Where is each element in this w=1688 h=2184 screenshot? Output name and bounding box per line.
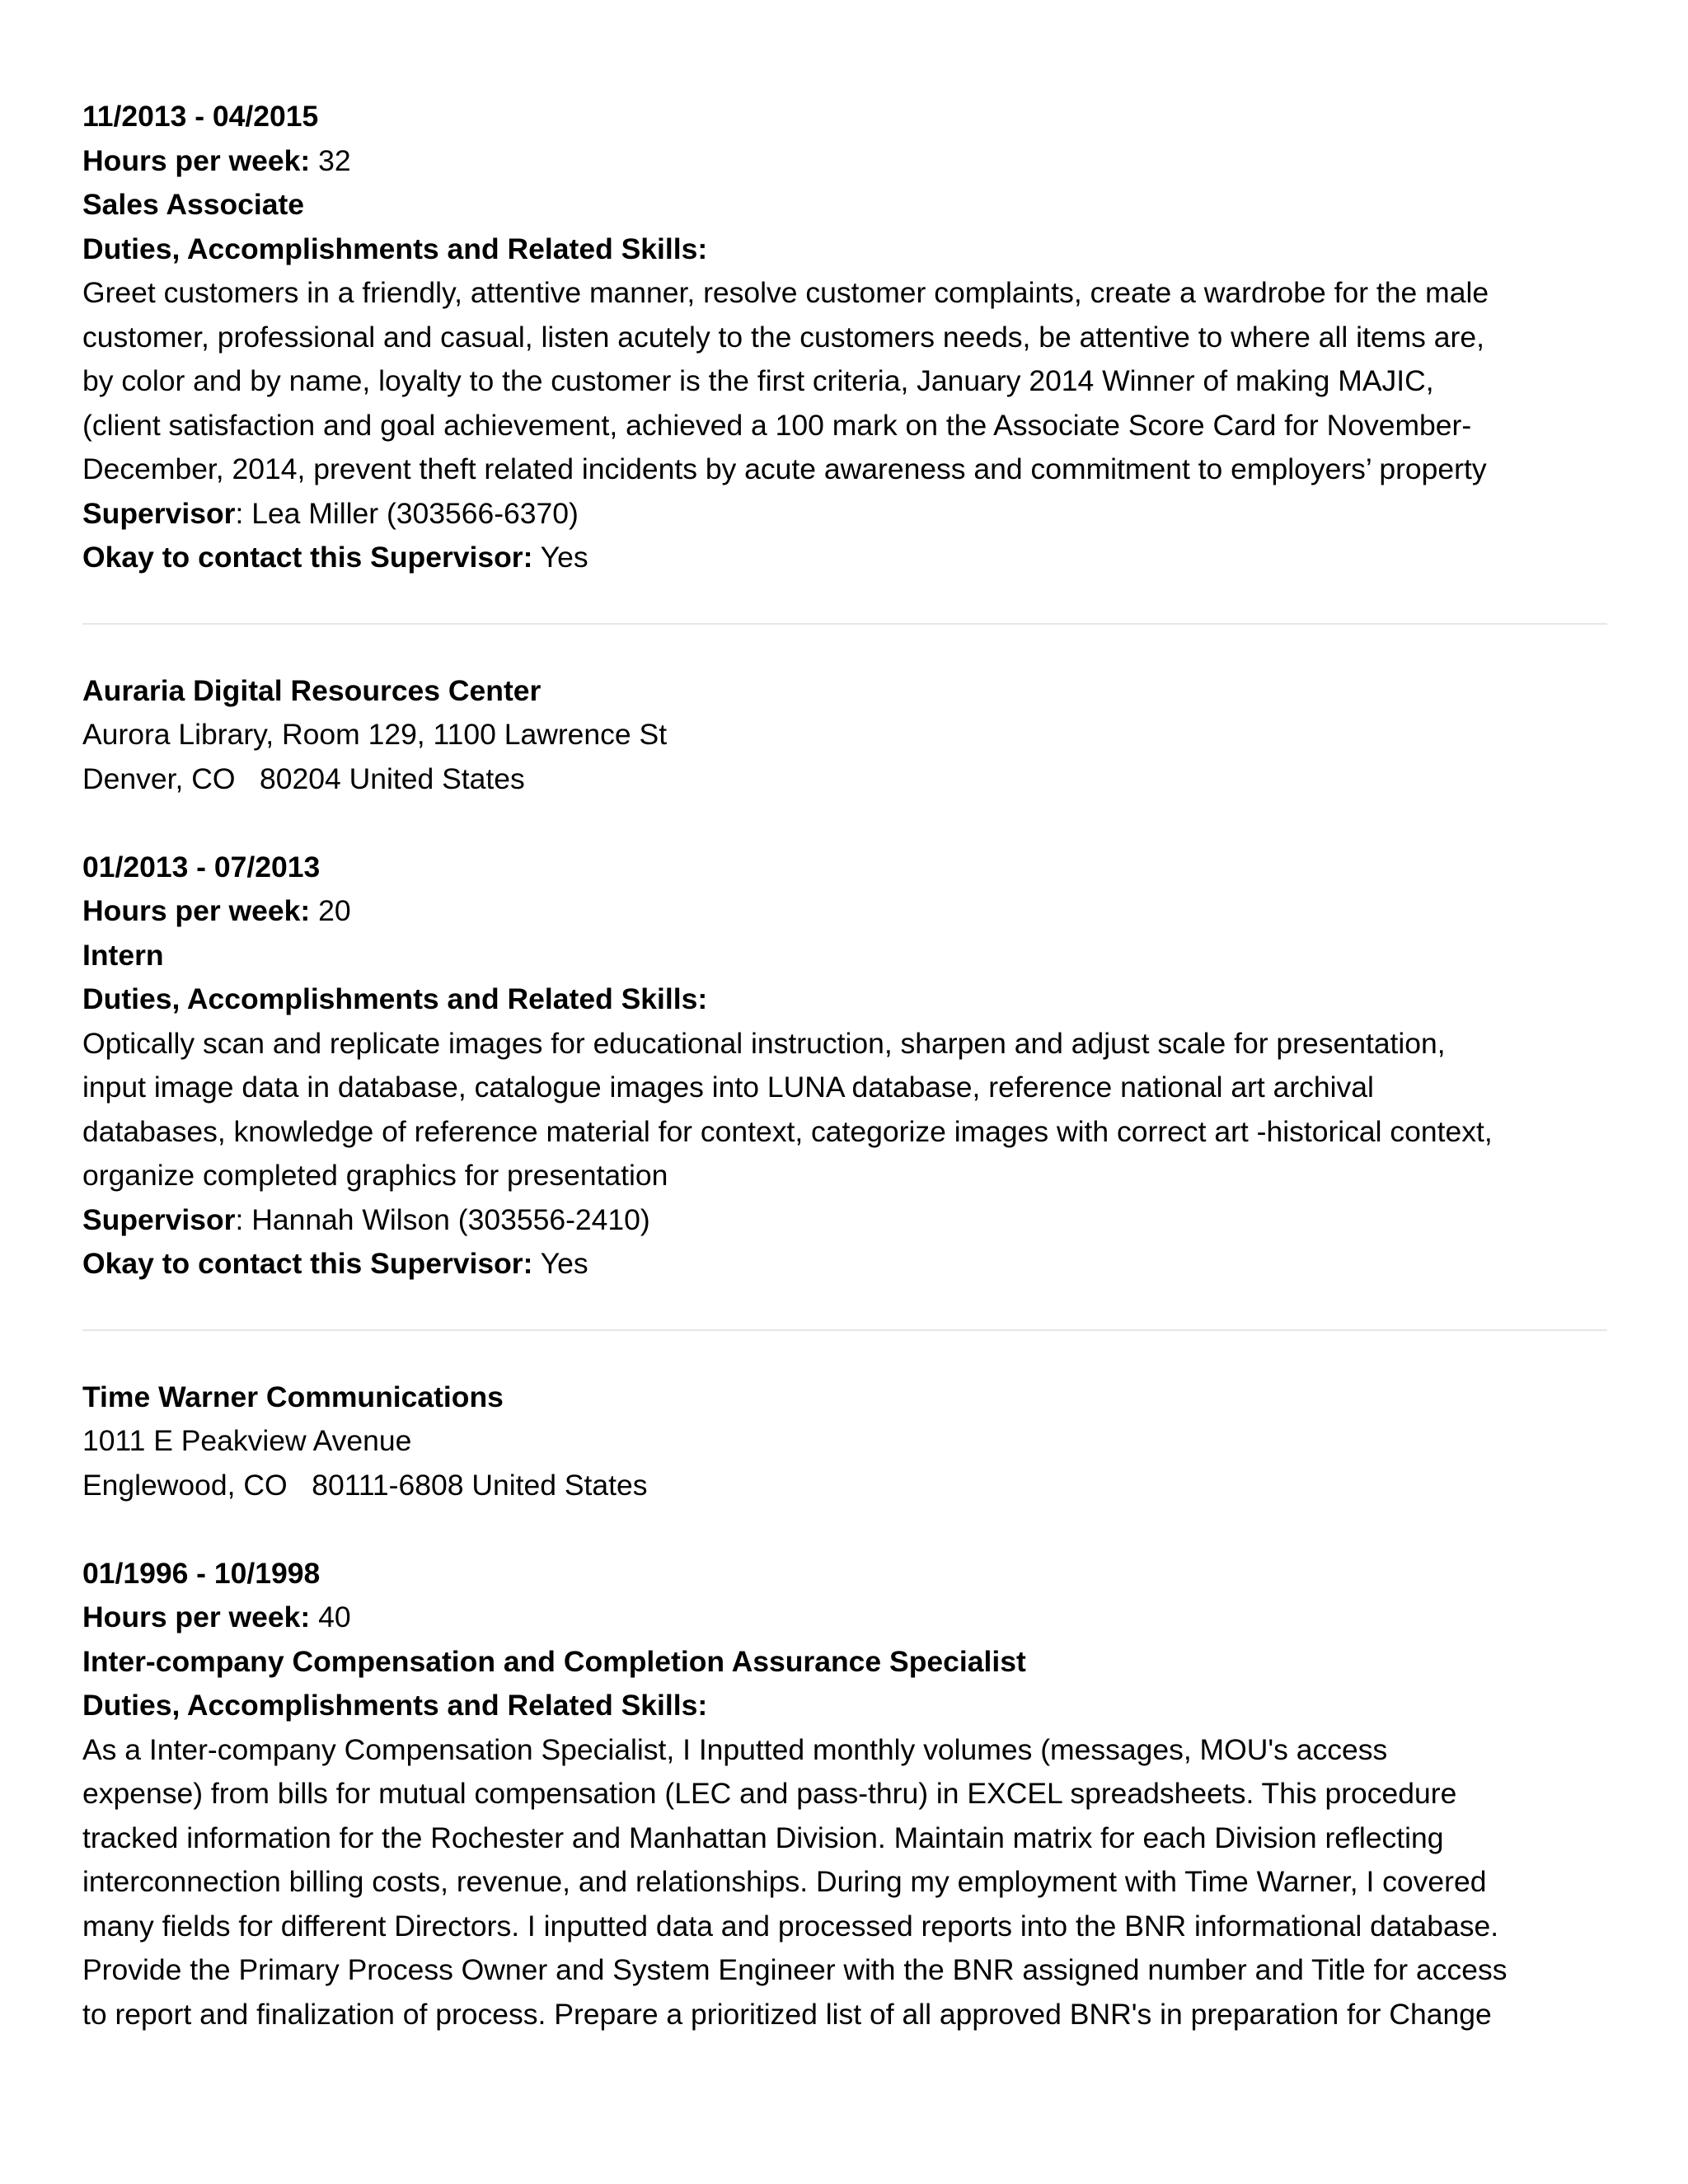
duties-line: (client satisfaction and goal achievement, achieved a 100 mark on the Associate Score Card for November-: [82, 408, 1472, 442]
duties-line: to report and finalization of process. Prepare a prioritized list of all approved BNR's in preparation for Change: [82, 1997, 1492, 2031]
employer-address-line1: Aurora Library, Room 129, 1100 Lawrence St: [82, 718, 668, 751]
contact-label: Okay to contact this Supervisor:: [82, 541, 533, 574]
contact-value: Yes: [540, 1247, 588, 1280]
duties-line: interconnection billing costs, revenue, and relationships. During my employment with Time Warner, I covered: [82, 1865, 1487, 1898]
hours-label: Hours per week:: [82, 1601, 311, 1633]
job-title: Sales Associate: [82, 188, 305, 221]
job-dates: 11/2013 - 04/2015: [82, 100, 319, 133]
employer-address-line2: Denver, CO 80204 United States: [82, 762, 525, 795]
hours-label: Hours per week:: [82, 143, 311, 177]
duties-line: by color and by name, loyalty to the customer is the first criteria, January 2014 Winner of making MAJIC,: [82, 364, 1434, 397]
duties-line: databases, knowledge of reference material for context, categorize images with correct art -historical context,: [82, 1114, 1493, 1148]
duties-heading: Duties, Accomplishments and Related Skills:: [82, 982, 708, 1015]
hours-per-week: [82, 139, 1607, 184]
duties-heading: Duties, Accomplishments and Related Skills:: [82, 1689, 708, 1722]
employer-name: Auraria Digital Resources Center: [82, 673, 542, 707]
spacer: [82, 801, 1607, 846]
supervisor-value: : Hannah Wilson (303556-2410): [235, 1202, 650, 1236]
duties-line: Provide the Primary Process Owner and System Engineer with the BNR assigned number and Title for access: [82, 1953, 1507, 1986]
duties-line: expense) from bills for mutual compensation (LEC and pass-thru) in EXCEL spreadsheets. This procedure: [82, 1777, 1457, 1810]
duties-line: customer, professional and casual, listen acutely to the customers needs, be attentive to where all items are,: [82, 320, 1484, 354]
supervisor: [82, 1198, 1607, 1243]
employer-address-line1: 1011 E Peakview Avenue: [82, 1424, 412, 1457]
hours-per-week: [82, 1596, 1607, 1640]
duties-line: tracked information for the Rochester and Manhattan Division. Maintain matrix for each Division reflecting: [82, 1821, 1444, 1854]
hours-label: Hours per week:: [82, 894, 311, 927]
supervisor-label: Supervisor: [82, 1202, 236, 1236]
job-title: Inter-company Compensation and Completion Assurance Specialist: [82, 1644, 1026, 1678]
contact-value: Yes: [540, 541, 588, 574]
job-dates: 01/2013 - 07/2013: [82, 850, 321, 883]
spacer: [82, 1507, 1607, 1552]
supervisor-value: : Lea Miller (303566-6370): [235, 496, 579, 530]
duties-heading: Duties, Accomplishments and Related Skills:: [82, 232, 708, 265]
duties-line: Greet customers in a friendly, attentive manner, resolve customer complaints, create a wardrobe for the male: [82, 276, 1489, 309]
job-entry-intern: [82, 669, 1607, 1286]
job-title: Intern: [82, 938, 164, 972]
job-entry-sales-associate: [82, 95, 1607, 580]
supervisor: [82, 492, 1607, 537]
section-divider: [82, 623, 1607, 625]
duties-line: input image data in database, catalogue images into LUNA database, reference national art archival: [82, 1071, 1374, 1104]
hours-value: 32: [318, 143, 351, 177]
job-dates: 01/1996 - 10/1998: [82, 1556, 321, 1590]
duties-line: As a Inter-company Compensation Specialist, I Inputted monthly volumes (messages, MOU's access: [82, 1732, 1388, 1766]
supervisor-label: Supervisor: [82, 496, 236, 530]
contact-label: Okay to contact this Supervisor:: [82, 1247, 533, 1280]
job-entry-compensation-specialist: [82, 1376, 1607, 2037]
section-divider: [82, 1329, 1607, 1331]
hours-value: 20: [318, 894, 351, 927]
employer-name: Time Warner Communications: [82, 1380, 504, 1413]
resume-work-experience: [82, 95, 1607, 2036]
duties-line: many fields for different Directors. I inputted data and processed reports into the BNR informational database.: [82, 1909, 1499, 1943]
employer-address-line2: Englewood, CO 80111-6808 United States: [82, 1468, 648, 1502]
duties-line: Optically scan and replicate images for educational instruction, sharpen and adjust scale for presentation,: [82, 1026, 1446, 1060]
duties-line: organize completed graphics for presentation: [82, 1159, 668, 1192]
hours-value: 40: [318, 1601, 351, 1633]
contact-permission: [82, 1242, 1607, 1286]
contact-permission: [82, 536, 1607, 580]
hours-per-week: [82, 889, 1607, 934]
duties-line: December, 2014, prevent theft related incidents by acute awareness and commitment to employers’ property: [82, 452, 1487, 485]
